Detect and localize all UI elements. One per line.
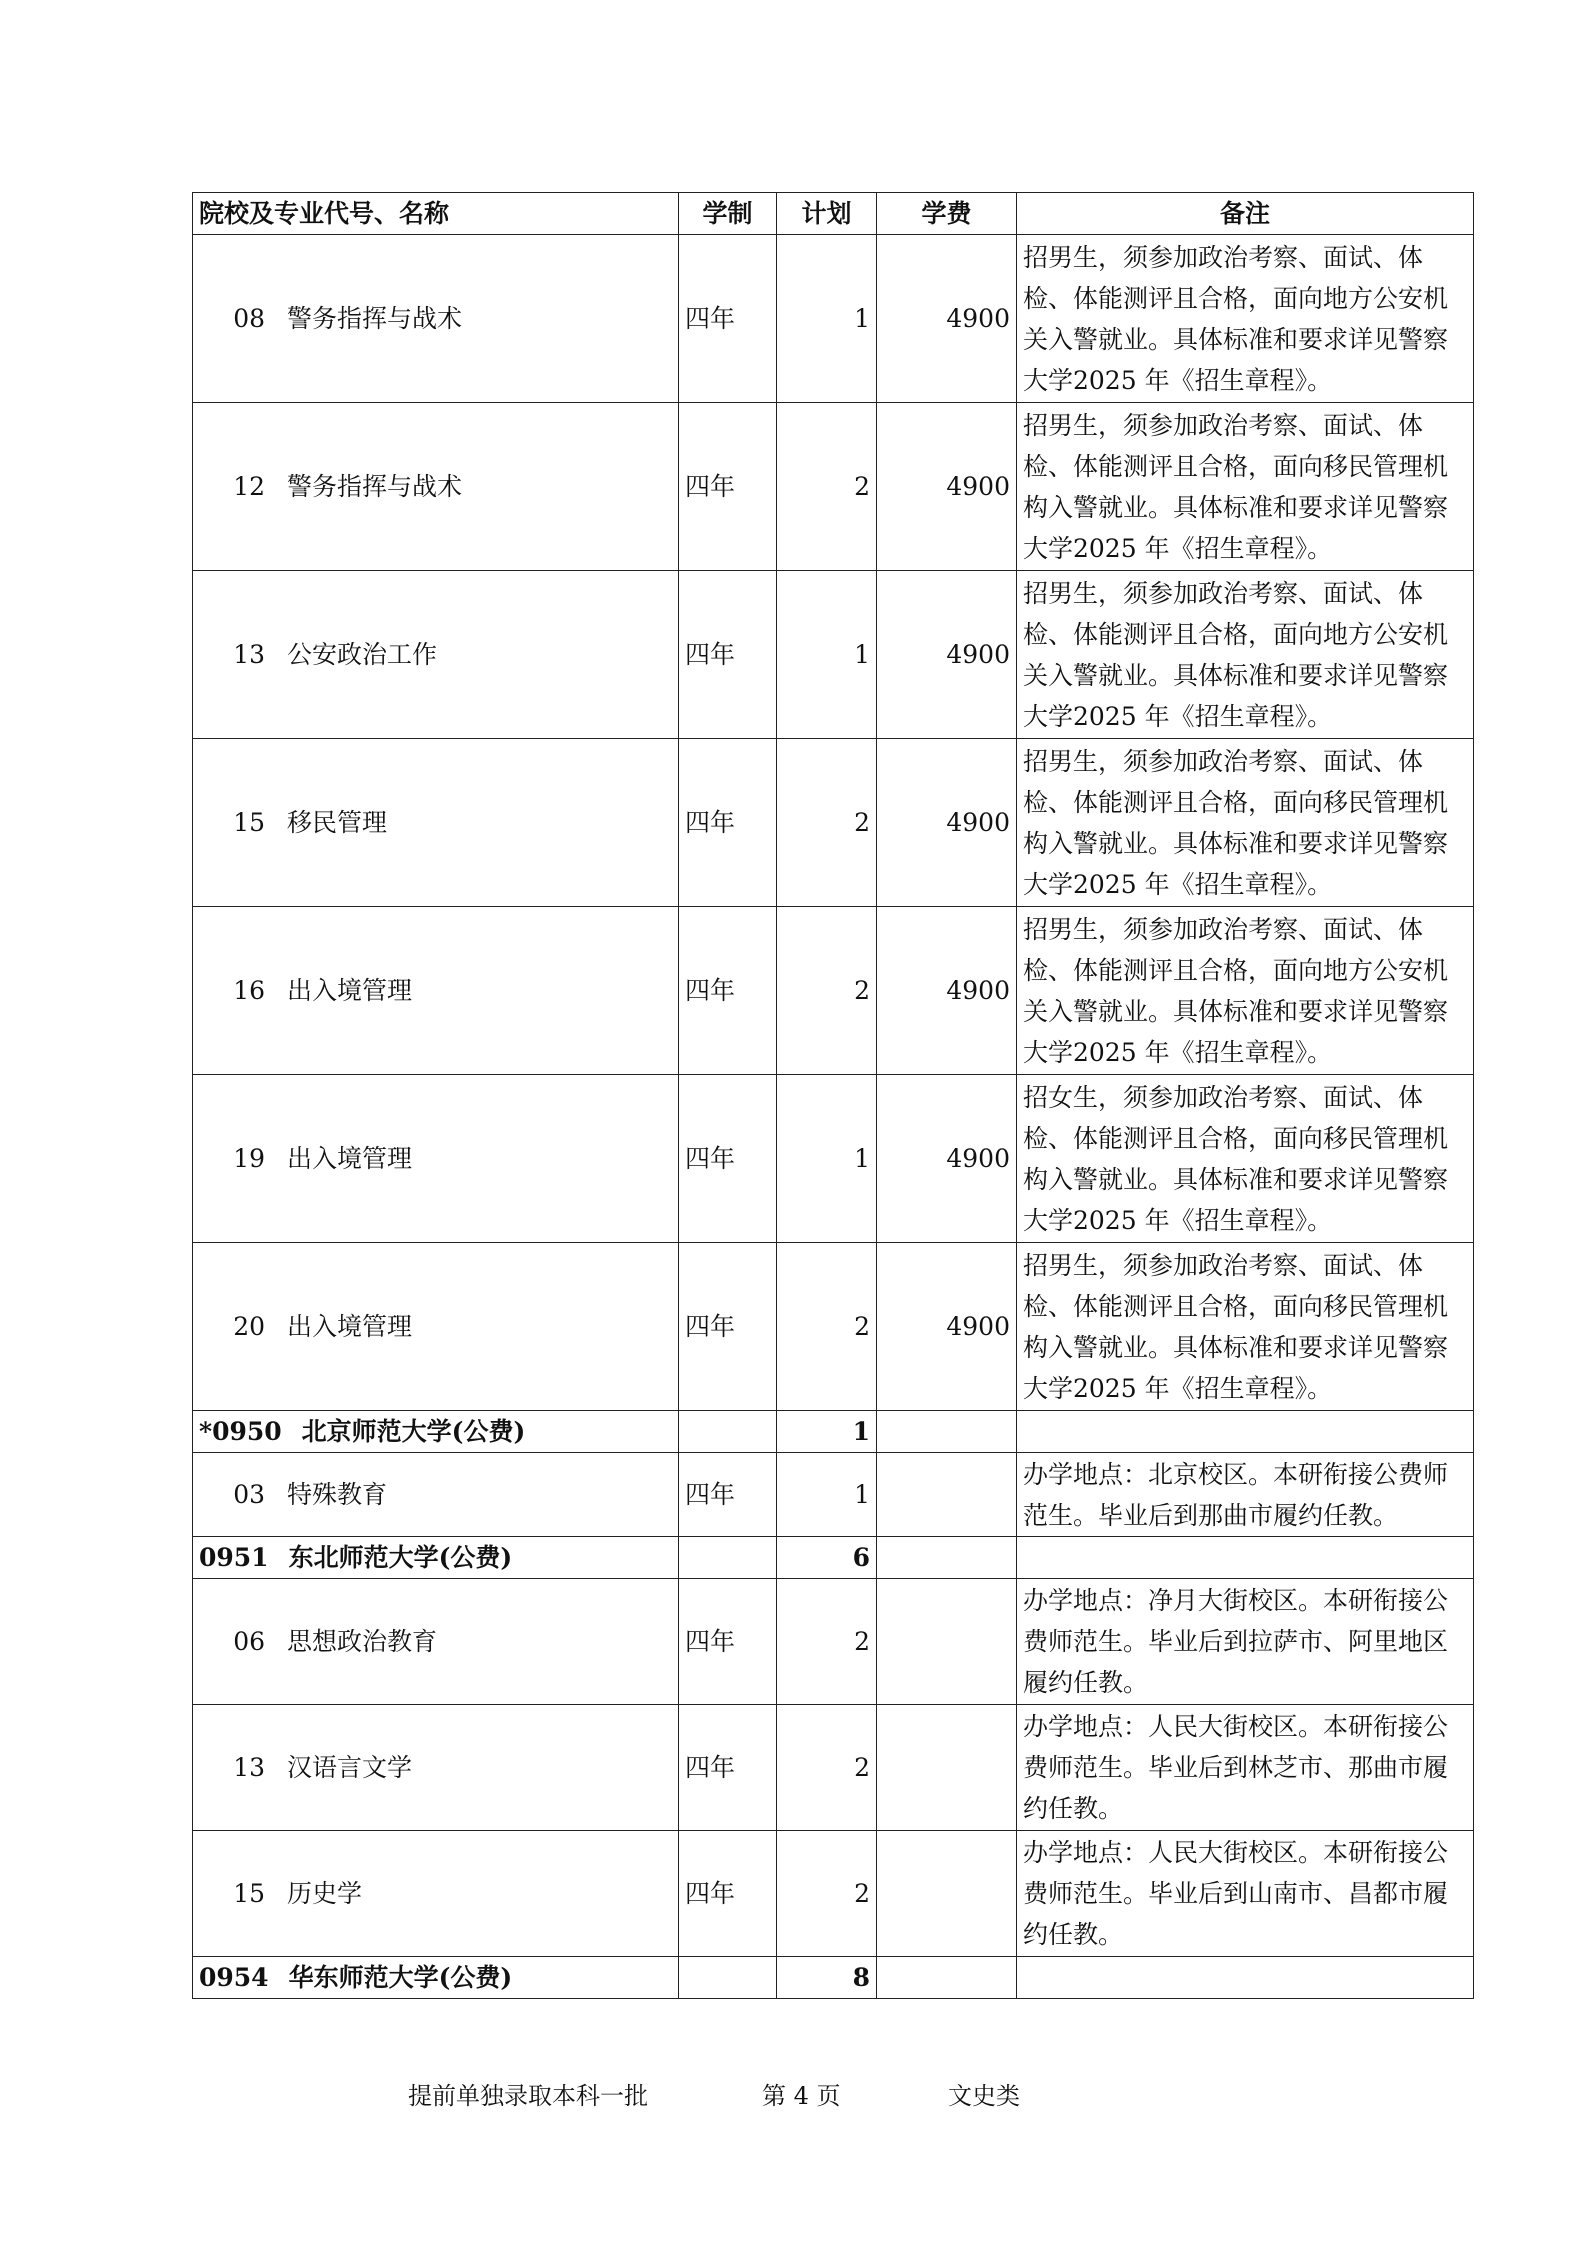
school-name: 华东师范大学(公费) (288, 1963, 513, 1992)
admission-plan-table (192, 192, 1474, 1999)
system-cell: 四年 (679, 1705, 777, 1831)
major-code: 15 (233, 808, 265, 837)
note-cell: 办学地点：净月大街校区。本研衔接公费师范生。毕业后到拉萨市、阿里地区履约任教。 (1017, 1579, 1474, 1705)
major-cell (193, 571, 679, 739)
major-name: 出入境管理 (287, 1312, 413, 1341)
school-cell (193, 1411, 679, 1453)
note-cell: 办学地点：人民大街校区。本研衔接公费师范生。毕业后到山南市、昌都市履约任教。 (1017, 1831, 1474, 1957)
system-cell (679, 1411, 777, 1453)
major-code: 03 (233, 1480, 265, 1509)
plan-cell: 2 (777, 1243, 877, 1411)
header-plan: 计划 (777, 193, 877, 235)
table-row (193, 1243, 1474, 1411)
major-code: 06 (233, 1627, 265, 1656)
note-cell (1017, 1411, 1474, 1453)
note-cell: 招男生，须参加政治考察、面试、体检、体能测评且合格，面向移民管理机构入警就业。具体标准和要求详见警察大学2025 年《招生章程》。 (1017, 403, 1474, 571)
major-code: 16 (233, 976, 265, 1005)
table-row (193, 1705, 1474, 1831)
plan-cell: 1 (777, 571, 877, 739)
major-code: 12 (233, 472, 265, 501)
system-cell: 四年 (679, 1453, 777, 1537)
major-code: 19 (233, 1144, 265, 1173)
school-row (193, 1537, 1474, 1579)
footer-page-number: 第 4 页 (762, 2082, 841, 2110)
fee-cell (877, 1831, 1017, 1957)
header-name: 院校及专业代号、名称 (193, 193, 679, 235)
school-code: *0950 (199, 1417, 282, 1446)
plan-cell: 1 (777, 235, 877, 403)
fee-cell: 4900 (877, 1243, 1017, 1411)
note-cell: 办学地点：人民大街校区。本研衔接公费师范生。毕业后到林芝市、那曲市履约任教。 (1017, 1705, 1474, 1831)
major-cell (193, 1579, 679, 1705)
major-cell (193, 907, 679, 1075)
major-cell (193, 1243, 679, 1411)
fee-cell (877, 1705, 1017, 1831)
table-row (193, 235, 1474, 403)
major-name: 出入境管理 (287, 976, 413, 1005)
system-cell: 四年 (679, 571, 777, 739)
major-cell (193, 1075, 679, 1243)
plan-cell: 8 (777, 1957, 877, 1999)
note-cell: 招女生，须参加政治考察、面试、体检、体能测评且合格，面向移民管理机构入警就业。具体标准和要求详见警察大学2025 年《招生章程》。 (1017, 1075, 1474, 1243)
plan-cell: 1 (777, 1411, 877, 1453)
school-cell (193, 1537, 679, 1579)
system-cell (679, 1537, 777, 1579)
major-name: 汉语言文学 (287, 1753, 413, 1782)
header-note: 备注 (1017, 193, 1474, 235)
fee-cell: 4900 (877, 1075, 1017, 1243)
plan-cell: 2 (777, 907, 877, 1075)
plan-cell: 6 (777, 1537, 877, 1579)
school-cell (193, 1957, 679, 1999)
note-cell: 招男生，须参加政治考察、面试、体检、体能测评且合格，面向移民管理机构入警就业。具体标准和要求详见警察大学2025 年《招生章程》。 (1017, 1243, 1474, 1411)
plan-cell: 2 (777, 739, 877, 907)
system-cell: 四年 (679, 1243, 777, 1411)
major-cell (193, 403, 679, 571)
major-code: 13 (233, 1753, 265, 1782)
school-code: 0951 (199, 1543, 269, 1572)
table-row (193, 1579, 1474, 1705)
major-cell (193, 235, 679, 403)
table-header-row (193, 193, 1474, 235)
fee-cell (877, 1537, 1017, 1579)
fee-cell: 4900 (877, 403, 1017, 571)
note-cell: 招男生，须参加政治考察、面试、体检、体能测评且合格，面向地方公安机关入警就业。具体标准和要求详见警察大学2025 年《招生章程》。 (1017, 571, 1474, 739)
system-cell: 四年 (679, 907, 777, 1075)
plan-cell: 1 (777, 1075, 877, 1243)
major-name: 公安政治工作 (287, 640, 438, 669)
table-row (193, 907, 1474, 1075)
major-code: 13 (233, 640, 265, 669)
major-cell (193, 739, 679, 907)
fee-cell: 4900 (877, 907, 1017, 1075)
table-row (193, 1453, 1474, 1537)
major-cell (193, 1831, 679, 1957)
system-cell: 四年 (679, 739, 777, 907)
fee-cell: 4900 (877, 235, 1017, 403)
footer-category-label: 文史类 (948, 2082, 1020, 2110)
school-name: 东北师范大学(公费) (288, 1543, 513, 1572)
major-name: 移民管理 (287, 808, 388, 837)
fee-cell: 4900 (877, 739, 1017, 907)
major-code: 15 (233, 1879, 265, 1908)
note-cell: 办学地点：北京校区。本研衔接公费师范生。毕业后到那曲市履约任教。 (1017, 1453, 1474, 1537)
footer-batch-label: 提前单独录取本科一批 (408, 2082, 648, 2110)
header-system: 学制 (679, 193, 777, 235)
header-fee: 学费 (877, 193, 1017, 235)
table-row (193, 1831, 1474, 1957)
fee-cell (877, 1411, 1017, 1453)
major-cell (193, 1453, 679, 1537)
fee-cell: 4900 (877, 571, 1017, 739)
school-row (193, 1957, 1474, 1999)
major-name: 特殊教育 (287, 1480, 388, 1509)
school-name: 北京师范大学(公费) (301, 1417, 526, 1446)
major-name: 警务指挥与战术 (287, 304, 463, 333)
system-cell: 四年 (679, 403, 777, 571)
system-cell: 四年 (679, 1075, 777, 1243)
fee-cell (877, 1579, 1017, 1705)
page-footer (0, 2076, 1587, 2116)
school-row (193, 1411, 1474, 1453)
table-row (193, 403, 1474, 571)
fee-cell (877, 1957, 1017, 1999)
plan-cell: 1 (777, 1453, 877, 1537)
note-cell (1017, 1537, 1474, 1579)
system-cell: 四年 (679, 235, 777, 403)
plan-cell: 2 (777, 403, 877, 571)
major-code: 08 (233, 304, 265, 333)
major-name: 思想政治教育 (287, 1627, 438, 1656)
table-row (193, 571, 1474, 739)
major-cell (193, 1705, 679, 1831)
system-cell (679, 1957, 777, 1999)
plan-cell: 2 (777, 1579, 877, 1705)
note-cell (1017, 1957, 1474, 1999)
note-cell: 招男生，须参加政治考察、面试、体检、体能测评且合格，面向地方公安机关入警就业。具体标准和要求详见警察大学2025 年《招生章程》。 (1017, 907, 1474, 1075)
plan-cell: 2 (777, 1831, 877, 1957)
school-code: 0954 (199, 1963, 269, 1992)
major-name: 历史学 (287, 1879, 363, 1908)
major-name: 警务指挥与战术 (287, 472, 463, 501)
table-row (193, 1075, 1474, 1243)
major-name: 出入境管理 (287, 1144, 413, 1173)
note-cell: 招男生，须参加政治考察、面试、体检、体能测评且合格，面向移民管理机构入警就业。具体标准和要求详见警察大学2025 年《招生章程》。 (1017, 739, 1474, 907)
plan-cell: 2 (777, 1705, 877, 1831)
fee-cell (877, 1453, 1017, 1537)
major-code: 20 (233, 1312, 265, 1341)
system-cell: 四年 (679, 1831, 777, 1957)
note-cell: 招男生，须参加政治考察、面试、体检、体能测评且合格，面向地方公安机关入警就业。具体标准和要求详见警察大学2025 年《招生章程》。 (1017, 235, 1474, 403)
system-cell: 四年 (679, 1579, 777, 1705)
table-row (193, 739, 1474, 907)
